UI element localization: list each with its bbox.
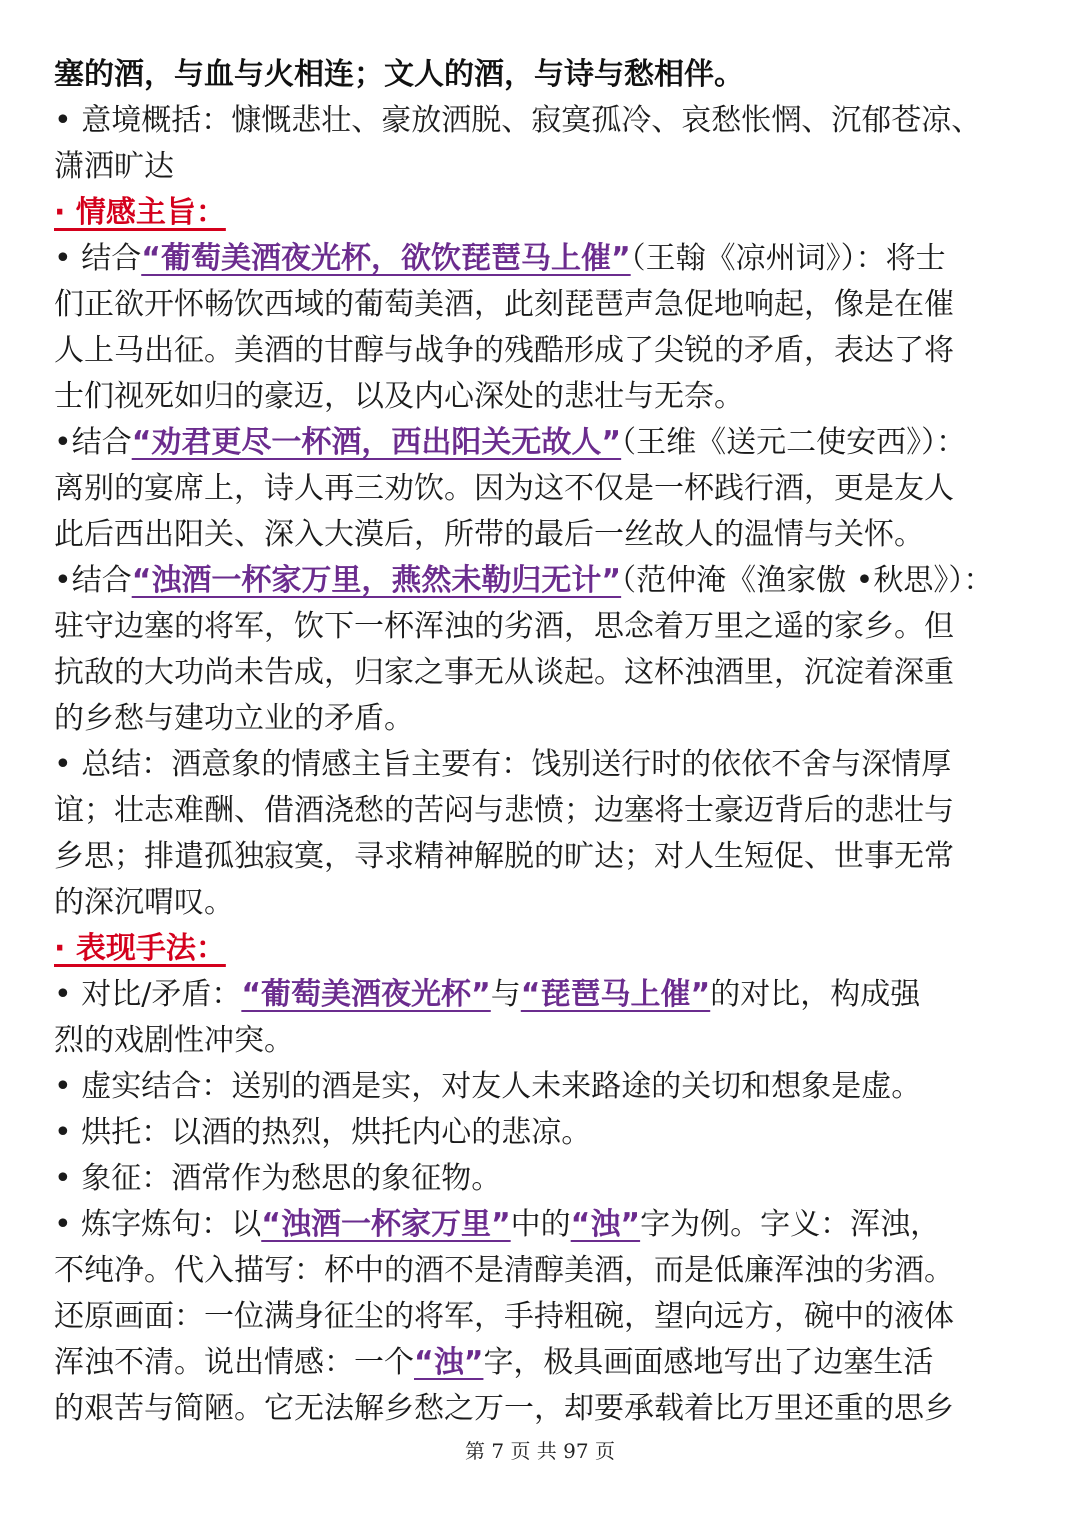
text-line: 们正欲开怀畅饮西域的葡萄美酒，此刻琵琶声急促地响起，像是在催: [54, 287, 954, 322]
total-pages: 97: [563, 1439, 589, 1463]
section-heading-emotion: [54, 190, 1034, 236]
page-body: [54, 52, 1034, 1432]
text-line: • 虚实结合：送别的酒是实，对友人未来路途的关切和想象是虚。: [54, 1069, 922, 1104]
text-line: 离别的宴席上，诗人再三劝饮。因为这不仅是一杯践行酒，更是友人: [54, 471, 954, 506]
poem-quote: “浊酒一杯家万里”: [261, 1207, 511, 1242]
text-line: [54, 558, 1034, 604]
text-line: • 烘托：以酒的热烈，烘托内心的悲凉。: [54, 1115, 592, 1150]
heading-text: · 表现手法：: [54, 931, 226, 966]
text-line: 不纯净。代入描写：杯中的酒不是清醇美酒，而是低廉浑浊的劣酒。: [54, 1253, 954, 1288]
text-line: 塞的酒，与血与火相连；文人的酒，与诗与愁相伴。: [54, 57, 744, 92]
poem-quote: “劝君更尽一杯酒，西出阳关无故人”: [131, 425, 622, 460]
text-line: [54, 1202, 1034, 1248]
text-segment: •结合: [54, 425, 132, 460]
text-line: 驻守边塞的将军，饮下一杯浑浊的劣酒，思念着万里之遥的家乡。但: [54, 609, 954, 644]
text-segment: （范仲淹《渔家傲 •秋思》）：: [621, 563, 994, 598]
heading-text: · 情感主旨：: [54, 195, 226, 230]
text-line: 烈的戏剧性冲突。: [54, 1023, 294, 1058]
text-segment: • 对比/矛盾：: [54, 977, 242, 1012]
current-page: 7: [491, 1439, 505, 1463]
text-segment: 的对比，构成强: [710, 977, 921, 1012]
footer-prefix: 第: [465, 1439, 485, 1463]
text-line: 的艰苦与简陋。它无法解乡愁之万一，却要承载着比万里还重的思乡: [54, 1391, 954, 1426]
text-line: 还原画面：一位满身征尘的将军，手持粗碗，望向远方，碗中的液体: [54, 1299, 954, 1334]
text-segment: • 结合: [54, 241, 142, 276]
footer-suffix: 页: [594, 1439, 615, 1463]
poem-quote: “浊”: [570, 1207, 641, 1242]
text-segment: 字，极具画面感地写出了边塞生活: [483, 1345, 934, 1380]
footer-mid: 页 共: [510, 1439, 557, 1463]
page-number-footer: [0, 1436, 1080, 1466]
text-segment: 字为例。字义：浑浊，: [640, 1207, 941, 1242]
text-segment: （王维《送元二使安西》）：: [621, 425, 967, 460]
text-segment: 与: [490, 977, 521, 1012]
text-line: 谊；壮志难酬、借酒浇愁的苦闷与悲愤；边塞将士豪迈背后的悲壮与: [54, 793, 954, 828]
poem-quote: “葡萄美酒夜光杯”: [241, 977, 491, 1012]
text-line: 人上马出征。美酒的甘醇与战争的残酷形成了尖锐的矛盾，表达了将: [54, 333, 954, 368]
poem-quote: “葡萄美酒夜光杯，欲饮琵琶马上催”: [141, 241, 631, 276]
text-line: 潇洒旷达: [54, 149, 174, 184]
poem-quote: “浊”: [414, 1345, 484, 1380]
text-line: 此后西出阳关、深入大漠后，所带的最后一丝故人的温情与关怀。: [54, 517, 924, 552]
text-line: [54, 420, 1034, 466]
text-line: [54, 236, 1034, 282]
text-segment: 浑浊不清。说出情感：一个: [54, 1345, 414, 1380]
text-segment: • 炼字炼句：以: [54, 1207, 262, 1242]
text-line: • 象征：酒常作为愁思的象征物。: [54, 1161, 502, 1196]
text-line: [54, 972, 1034, 1018]
poem-quote: “琵琶马上催”: [520, 977, 711, 1012]
text-line: 的深沉喟叹。: [54, 885, 234, 920]
text-segment: （王翰《凉州词》）：将士: [630, 241, 946, 276]
text-segment: 中的: [510, 1207, 571, 1242]
text-line: • 总结：酒意象的情感主旨主要有：饯别送行时的依依不舍与深情厚: [54, 747, 952, 782]
text-segment: •结合: [54, 563, 132, 598]
text-line: • 意境概括：慷慨悲壮、豪放洒脱、寂寞孤冷、哀愁怅惘、沉郁苍凉、: [54, 103, 982, 138]
text-line: 的乡愁与建功立业的矛盾。: [54, 701, 414, 736]
section-heading-technique: [54, 926, 1034, 972]
text-line: 抗敌的大功尚未告成，归家之事无从谈起。这杯浊酒里，沉淀着深重: [54, 655, 954, 690]
text-line: 士们视死如归的豪迈，以及内心深处的悲壮与无奈。: [54, 379, 744, 414]
text-line: [54, 1340, 1034, 1386]
text-line: 乡思；排遣孤独寂寞，寻求精神解脱的旷达；对人生短促、世事无常: [54, 839, 954, 874]
poem-quote: “浊酒一杯家万里，燕然未勒归无计”: [131, 563, 622, 598]
